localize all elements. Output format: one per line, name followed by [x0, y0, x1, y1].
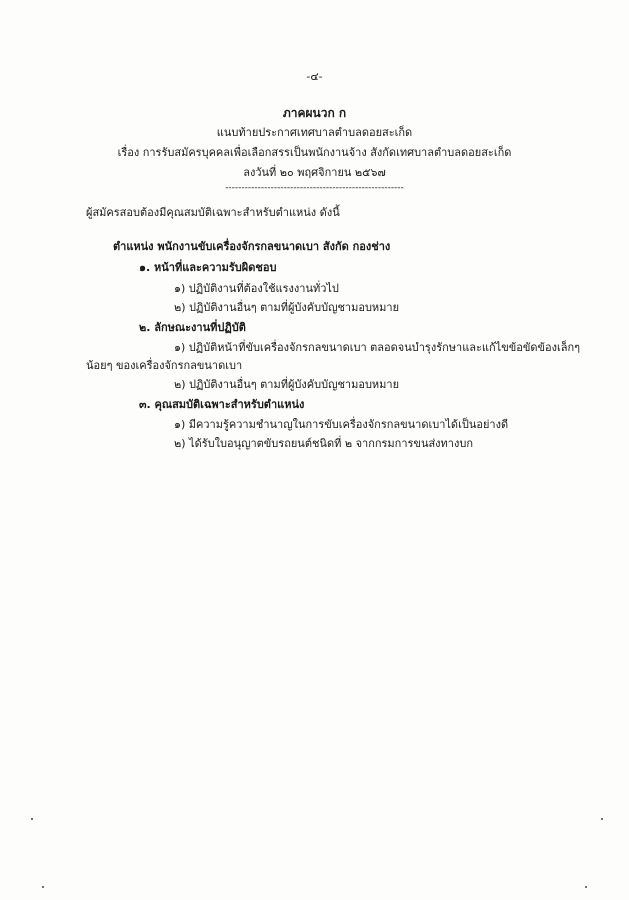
- section-item: ๑) ปฏิบัติหน้าที่ขับเครื่องจักรกลขนาดเบา ตลอดจนบำรุงรักษาและแก้ไขข้อขัดข้องเล็กๆ: [174, 341, 581, 354]
- section-item: ๒) ปฏิบัติงานอื่นๆ ตามที่ผู้บังคับบัญชามอบหมาย: [174, 301, 400, 314]
- scan-speck: [585, 886, 587, 888]
- announcement-line: แนบท้ายประกาศเทศบาลตำบลดอยสะเก็ด: [216, 126, 413, 139]
- section-heading: ๒. ลักษณะงานที่ปฏิบัติ: [139, 321, 246, 334]
- section-item: ๑) มีความรู้ความชำนาญในการขับเครื่องจักรกลขนาดเบาได้เป็นอย่างดี: [174, 418, 509, 431]
- subject-line: เรื่อง การรับสมัครบุคคลเพื่อเลือกสรรเป็นพนักงานจ้าง สังกัดเทศบาลตำบลดอยสะเก็ด: [117, 146, 512, 159]
- appendix-title: ภาคผนวก ก: [282, 106, 347, 120]
- section-heading: ๓. คุณสมบัติเฉพาะสำหรับตำแหน่ง: [139, 398, 305, 411]
- intro-text: ผู้สมัครสอบต้องมีคุณสมบัติเฉพาะสำหรับตำแหน่ง ดังนี้: [86, 206, 340, 219]
- section-heading: ๑. หน้าที่และความรับผิดชอบ: [139, 261, 277, 274]
- position-title: ตำแหน่ง พนักงานขับเครื่องจักรกลขนาดเบา สังกัด กองช่าง: [113, 240, 391, 253]
- scan-speck: [42, 886, 44, 888]
- section-item-continuation: น้อยๆ ของเครื่องจักรกลขนาดเบา: [86, 359, 243, 372]
- section-item: ๑) ปฏิบัติงานที่ต้องใช้แรงงานทั่วไป: [174, 282, 339, 295]
- scan-speck: [601, 818, 603, 820]
- scan-speck: [31, 818, 33, 820]
- page-number: -๔-: [306, 70, 323, 83]
- divider-line: -------------------------------------------------------: [225, 183, 404, 193]
- date-line: ลงวันที่ ๒๐ พฤศจิกายน ๒๕๖๗: [243, 166, 386, 179]
- section-item: ๒) ได้รับใบอนุญาตขับรถยนต์ชนิดที่ ๒ จากกรมการขนส่งทางบก: [174, 437, 473, 450]
- section-item: ๒) ปฏิบัติงานอื่นๆ ตามที่ผู้บังคับบัญชามอบหมาย: [174, 378, 400, 391]
